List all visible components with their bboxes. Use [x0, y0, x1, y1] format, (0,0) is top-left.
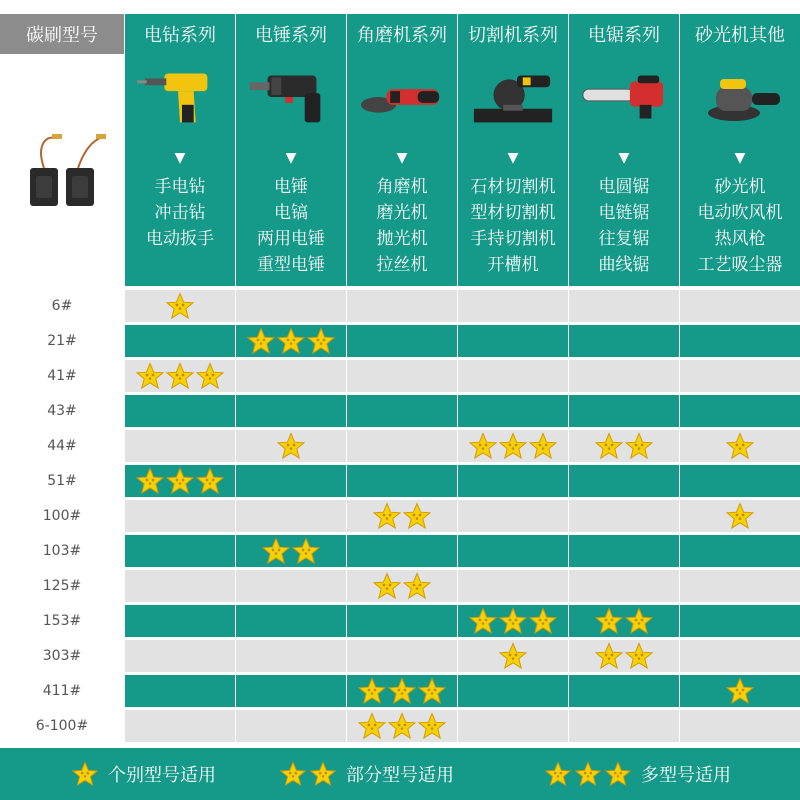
table-row	[0, 395, 800, 427]
tool-name: 冲击钻	[154, 203, 206, 223]
rating-cell	[680, 535, 800, 567]
rating-cell	[347, 640, 457, 672]
rating-cell	[347, 465, 457, 497]
rating-cell	[569, 535, 679, 567]
star-icon	[529, 607, 557, 635]
down-triangle-icon: ▼	[734, 150, 746, 166]
rating-cell	[458, 535, 568, 567]
rating-cell	[347, 535, 457, 567]
star-icon	[403, 502, 431, 530]
rating-cell	[125, 605, 235, 637]
rating-cell	[236, 325, 346, 357]
star-icon	[277, 432, 305, 460]
rating-cell	[458, 325, 568, 357]
star-icon	[196, 362, 224, 390]
category-panel-1	[236, 54, 346, 286]
table-row	[0, 430, 800, 462]
legend-item	[72, 761, 216, 787]
header-carbon-brush-model: 碳刷型号	[0, 14, 124, 54]
table-row	[0, 605, 800, 637]
rating-cell	[458, 500, 568, 532]
brush-model-label: 411#	[0, 675, 124, 707]
category-panel-2	[347, 54, 457, 286]
brush-model-label: 41#	[0, 360, 124, 392]
rating-cell	[458, 570, 568, 602]
tool-name: 热风枪	[714, 229, 766, 249]
rating-cell	[569, 290, 679, 322]
rating-cell	[458, 640, 568, 672]
star-icon	[625, 642, 653, 670]
brush-model-label: 6-100#	[0, 710, 124, 742]
star-icon	[166, 362, 194, 390]
star-icon	[262, 537, 290, 565]
rating-cell	[458, 360, 568, 392]
chainsaw-icon	[579, 60, 669, 134]
rating-cell	[347, 710, 457, 742]
tool-name: 石材切割机	[470, 177, 556, 197]
header-category-4: 电锯系列	[569, 14, 679, 54]
rating-cell	[680, 430, 800, 462]
rating-cell	[236, 675, 346, 707]
tool-name: 开槽机	[487, 255, 539, 275]
tool-name: 电链锯	[598, 203, 650, 223]
rating-cell	[347, 675, 457, 707]
star-icon	[726, 432, 754, 460]
rating-cell	[347, 290, 457, 322]
rating-cell	[236, 500, 346, 532]
star-icon	[726, 677, 754, 705]
tool-name: 往复锯	[598, 229, 650, 249]
star-icon	[529, 432, 557, 460]
rating-cell	[680, 360, 800, 392]
rating-cell	[125, 290, 235, 322]
brush-model-label: 125#	[0, 570, 124, 602]
table-row	[0, 640, 800, 672]
brush-model-label: 21#	[0, 325, 124, 357]
table-row	[0, 710, 800, 742]
down-triangle-icon: ▼	[618, 150, 630, 166]
category-panel-4	[569, 54, 679, 286]
rating-cell	[236, 430, 346, 462]
rating-cell	[569, 430, 679, 462]
down-triangle-icon: ▼	[285, 150, 297, 166]
table-row	[0, 675, 800, 707]
rating-cell	[125, 360, 235, 392]
star-icon	[469, 432, 497, 460]
header-category-3: 切割机系列	[458, 14, 568, 54]
star-icon	[358, 677, 386, 705]
header-category-0: 电钻系列	[125, 14, 235, 54]
legend-label: 个别型号适用	[108, 765, 216, 786]
rating-cell	[569, 640, 679, 672]
rating-cell	[347, 395, 457, 427]
rating-cell	[347, 325, 457, 357]
tool-name: 工艺吸尘器	[697, 255, 783, 275]
brush-model-label: 44#	[0, 430, 124, 462]
rating-cell	[125, 570, 235, 602]
star-icon	[418, 712, 446, 740]
rating-cell	[458, 675, 568, 707]
brush-model-label: 153#	[0, 605, 124, 637]
star-icon	[166, 467, 194, 495]
down-triangle-icon: ▼	[507, 150, 519, 166]
star-icon	[499, 642, 527, 670]
rating-cell	[347, 430, 457, 462]
rating-cell	[236, 640, 346, 672]
brush-model-label: 6#	[0, 290, 124, 322]
star-icon	[373, 502, 401, 530]
rating-cell	[680, 570, 800, 602]
rating-cell	[458, 290, 568, 322]
rating-cell	[569, 675, 679, 707]
table-row	[0, 465, 800, 497]
rating-cell	[236, 605, 346, 637]
star-icon	[595, 432, 623, 460]
drill-icon	[135, 60, 225, 134]
legend-item	[545, 761, 731, 787]
rating-cell	[125, 710, 235, 742]
angle-grinder-icon	[357, 60, 447, 134]
table-row	[0, 325, 800, 357]
star-icon	[545, 761, 571, 787]
tool-name: 电动扳手	[146, 229, 214, 249]
rating-cell	[458, 465, 568, 497]
tool-name: 角磨机	[376, 177, 428, 197]
rating-cell	[569, 465, 679, 497]
brush-model-label: 303#	[0, 640, 124, 672]
table-row	[0, 535, 800, 567]
star-icon	[418, 677, 446, 705]
tool-name: 砂光机	[714, 177, 766, 197]
rating-cell	[125, 535, 235, 567]
rating-cell	[458, 605, 568, 637]
category-tool-list	[569, 174, 679, 278]
tool-name: 磨光机	[376, 203, 428, 223]
rating-cell	[680, 640, 800, 672]
brush-model-label: 51#	[0, 465, 124, 497]
rating-cell	[569, 395, 679, 427]
rating-cell	[680, 500, 800, 532]
rating-cell	[347, 500, 457, 532]
cutting-machine-icon	[468, 60, 558, 134]
star-icon	[388, 677, 416, 705]
tool-name: 电镐	[274, 203, 308, 223]
rating-cell	[680, 325, 800, 357]
star-icon	[196, 467, 224, 495]
star-icon	[307, 327, 335, 355]
carbon-brush-image	[16, 110, 106, 220]
rating-cell	[236, 535, 346, 567]
rating-cell	[125, 395, 235, 427]
legend-item	[280, 761, 454, 787]
legend-label: 多型号适用	[641, 765, 731, 786]
star-icon	[358, 712, 386, 740]
rating-cell	[680, 395, 800, 427]
tool-name: 电锤	[274, 177, 308, 197]
star-icon	[277, 327, 305, 355]
rating-cell	[458, 395, 568, 427]
tool-name: 电动吹风机	[697, 203, 783, 223]
rating-cell	[347, 605, 457, 637]
category-panel-3	[458, 54, 568, 286]
category-tool-list	[125, 174, 235, 252]
table-row	[0, 500, 800, 532]
brush-model-label: 43#	[0, 395, 124, 427]
rating-cell	[569, 360, 679, 392]
rating-cell	[125, 430, 235, 462]
rating-cell	[458, 430, 568, 462]
tool-name: 型材切割机	[470, 203, 556, 223]
sander-icon	[690, 60, 790, 134]
rating-cell	[236, 465, 346, 497]
tool-name: 手电钻	[154, 177, 206, 197]
rating-cell	[347, 360, 457, 392]
star-icon	[247, 327, 275, 355]
rating-cell	[125, 675, 235, 707]
star-icon	[310, 761, 336, 787]
rating-cell	[236, 290, 346, 322]
star-icon	[499, 607, 527, 635]
rating-cell	[680, 465, 800, 497]
tool-name: 电圆锯	[598, 177, 650, 197]
table-row	[0, 570, 800, 602]
rating-cell	[347, 570, 457, 602]
rating-cell	[569, 605, 679, 637]
rating-cell	[125, 640, 235, 672]
star-icon	[403, 572, 431, 600]
star-icon	[373, 572, 401, 600]
rating-cell	[125, 465, 235, 497]
tool-name: 拉丝机	[376, 255, 428, 275]
rating-cell	[458, 710, 568, 742]
rating-cell	[236, 395, 346, 427]
tool-name: 手持切割机	[470, 229, 556, 249]
category-tool-list	[347, 174, 457, 278]
legend-label: 部分型号适用	[346, 765, 454, 786]
star-icon	[136, 467, 164, 495]
rating-cell	[569, 710, 679, 742]
brush-model-label: 100#	[0, 500, 124, 532]
hammer-drill-icon	[246, 60, 336, 134]
brush-model-label: 103#	[0, 535, 124, 567]
legend-bar	[0, 748, 800, 800]
rating-cell	[569, 500, 679, 532]
table-row	[0, 290, 800, 322]
tool-name: 重型电锤	[257, 255, 325, 275]
tool-name: 抛光机	[376, 229, 428, 249]
rating-cell	[236, 360, 346, 392]
rating-cell	[125, 325, 235, 357]
rating-cell	[236, 570, 346, 602]
star-icon	[469, 607, 497, 635]
rating-cell	[569, 325, 679, 357]
tool-name: 两用电锤	[257, 229, 325, 249]
rating-cell	[236, 710, 346, 742]
category-panel-5	[680, 54, 800, 286]
rating-cell	[125, 500, 235, 532]
header-category-5: 砂光机其他	[680, 14, 800, 54]
star-icon	[136, 362, 164, 390]
star-icon	[605, 761, 631, 787]
header-category-1: 电锤系列	[236, 14, 346, 54]
tool-name: 曲线锯	[598, 255, 650, 275]
star-icon	[166, 292, 194, 320]
header-category-2: 角磨机系列	[347, 14, 457, 54]
rating-cell	[680, 605, 800, 637]
down-triangle-icon: ▼	[174, 150, 186, 166]
category-tool-list	[458, 174, 568, 278]
rating-cell	[680, 290, 800, 322]
star-icon	[72, 761, 98, 787]
rating-cell	[680, 675, 800, 707]
rating-cell	[569, 570, 679, 602]
star-icon	[575, 761, 601, 787]
category-tool-list	[680, 174, 800, 278]
table-row	[0, 360, 800, 392]
star-icon	[726, 502, 754, 530]
star-icon	[499, 432, 527, 460]
star-icon	[280, 761, 306, 787]
rating-cell	[680, 710, 800, 742]
star-icon	[388, 712, 416, 740]
star-icon	[292, 537, 320, 565]
down-triangle-icon: ▼	[396, 150, 408, 166]
star-icon	[625, 607, 653, 635]
category-panel-0	[125, 54, 235, 286]
category-tool-list	[236, 174, 346, 278]
star-icon	[595, 642, 623, 670]
star-icon	[595, 607, 623, 635]
star-icon	[625, 432, 653, 460]
